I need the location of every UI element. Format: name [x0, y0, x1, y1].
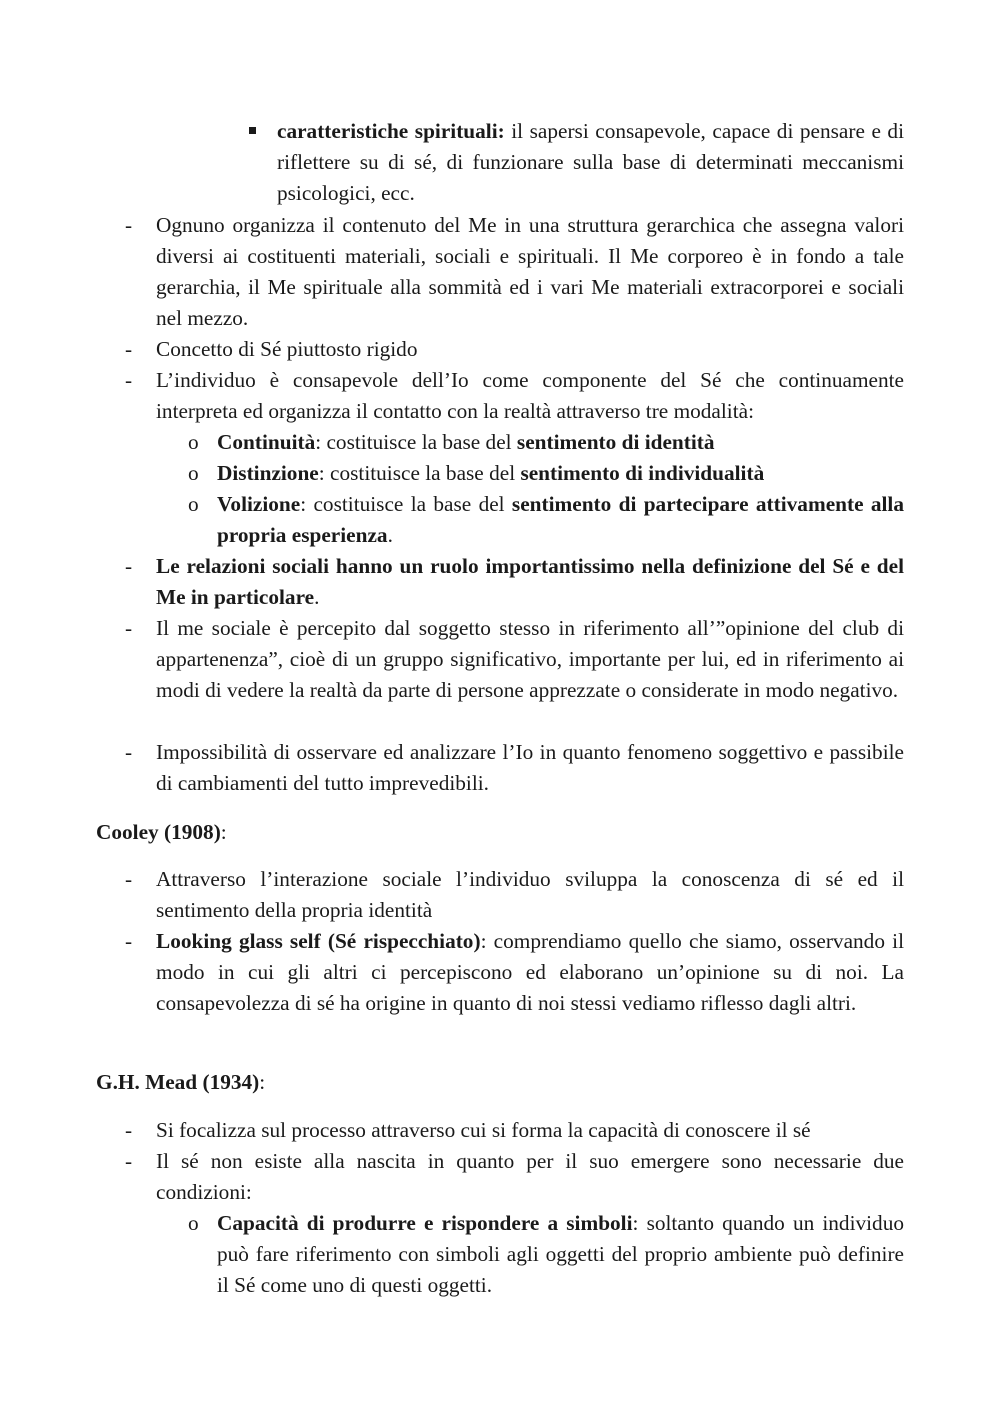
square-bullet-icon [249, 127, 256, 134]
dash-bullet: - [125, 368, 133, 392]
circle-bullet: o [188, 430, 199, 454]
list-item-me-sociale [156, 613, 904, 706]
circle-bullet: o [188, 1211, 199, 1235]
list-item-volizione [217, 489, 904, 551]
item-text: : soltanto quando un individuo può fare riferimento con simboli agli oggetti del proprio ambiente può definire il Sé come uno di questi oggetti. [217, 1211, 904, 1297]
item-text: Impossibilità di osservare ed analizzare l’Io in quanto fenomeno soggettivo e passibile di cambiamenti del tutto imprevedibili. [156, 740, 904, 795]
dash-bullet: - [125, 213, 133, 237]
bold-term: sentimento di identità [516, 430, 715, 454]
list-item-looking-glass-self [156, 926, 904, 1019]
item-text: Il sé non esiste alla nascita in quanto per il suo emergere sono necessarie due condizioni: [156, 1149, 904, 1204]
dash-bullet: - [125, 616, 133, 640]
bold-term: Looking glass self (Sé rispecchiato) [156, 929, 481, 953]
item-text: : costituisce la base del [300, 492, 512, 516]
bold-term: sentimento di partecipare attivamente alla propria esperienza [217, 492, 904, 547]
list-item-simboli [217, 1208, 904, 1301]
circle-bullet: o [188, 461, 199, 485]
heading-title: Cooley (1908) [96, 820, 221, 844]
heading-title: G.H. Mead (1934) [96, 1070, 260, 1094]
heading-colon: : [259, 1070, 266, 1094]
list-item-interazione-sociale [156, 864, 904, 926]
bold-term: Le relazioni sociali hanno un ruolo importantissimo nella definizione del Sé e del Me in particolare [156, 554, 904, 609]
dash-bullet: - [125, 337, 133, 361]
bold-term: Continuità [217, 430, 316, 454]
item-text: . [314, 585, 320, 609]
list-item-se-nascita [156, 1146, 904, 1208]
bold-term: caratteristiche spirituali: [277, 119, 505, 143]
item-text: : costituisce la base del [315, 430, 517, 454]
dash-bullet: - [125, 740, 133, 764]
list-item-concetto-rigido [156, 334, 904, 365]
item-text: Attraverso l’interazione sociale l’individuo sviluppa la conoscenza di sé ed il sentimento della propria identità [156, 867, 904, 922]
item-text: Si focalizza sul processo attraverso cui si forma la capacità di conoscere il sé [156, 1118, 811, 1142]
item-text: : costituisce la base del [318, 461, 521, 485]
item-text: Concetto di Sé piuttosto rigido [156, 337, 418, 361]
bold-term: Volizione [217, 492, 301, 516]
circle-bullet: o [188, 492, 199, 516]
bold-term: Distinzione [217, 461, 319, 485]
item-text: . [387, 523, 393, 547]
section-heading-mead [96, 1067, 265, 1098]
list-item-relazioni-sociali [156, 551, 904, 613]
list-item-continuita [217, 427, 904, 458]
list-item-distinzione [217, 458, 904, 489]
list-item-caratteristiche-spirituali [277, 116, 904, 209]
bold-term: Capacità di produrre e rispondere a simboli [217, 1211, 633, 1235]
item-text: : comprendiamo quello che siamo, osservando il modo in cui gli altri ci percepiscono ed elaborano un’opinione su di noi. La consapevolezza di sé ha origine in quanto di noi stessi vediamo riflesso dagli altri. [156, 929, 904, 1015]
section-heading-cooley [96, 817, 227, 848]
item-text: L’individuo è consapevole dell’Io come componente del Sé che continuamente interpreta ed organizza il contatto con la realtà attraverso tre modalità: [156, 368, 904, 423]
list-item-gerarchia [156, 210, 904, 334]
item-text: Ognuno organizza il contenuto del Me in una struttura gerarchica che assegna valori diversi ai costituenti materiali, sociali e spirituali. Il Me corporeo è in fondo a tale gerarchia, il Me spirituale alla sommità ed i vari Me materiali extracorporei e sociali nel mezzo. [156, 213, 904, 330]
dash-bullet: - [125, 929, 133, 953]
list-item-processo-conoscere [156, 1115, 904, 1146]
list-item-impossibilita [156, 737, 904, 799]
dash-bullet: - [125, 554, 133, 578]
dash-bullet: - [125, 1118, 133, 1142]
item-text: Il me sociale è percepito dal soggetto stesso in riferimento all’”opinione del club di appartenenza”, cioè di un gruppo significativo, importante per lui, ed in riferimento ai modi di vedere la realtà da parte di persone apprezzate o considerate in modo negativo. [156, 616, 904, 702]
heading-colon: : [220, 820, 227, 844]
dash-bullet: - [125, 1149, 133, 1173]
dash-bullet: - [125, 867, 133, 891]
bold-term: sentimento di individualità [520, 461, 765, 485]
list-item-io-consapevole [156, 365, 904, 427]
item-text: il sapersi consapevole, capace di pensare e di riflettere su di sé, di funzionare sulla base di determinati meccanismi psicologici, ecc. [277, 119, 904, 205]
